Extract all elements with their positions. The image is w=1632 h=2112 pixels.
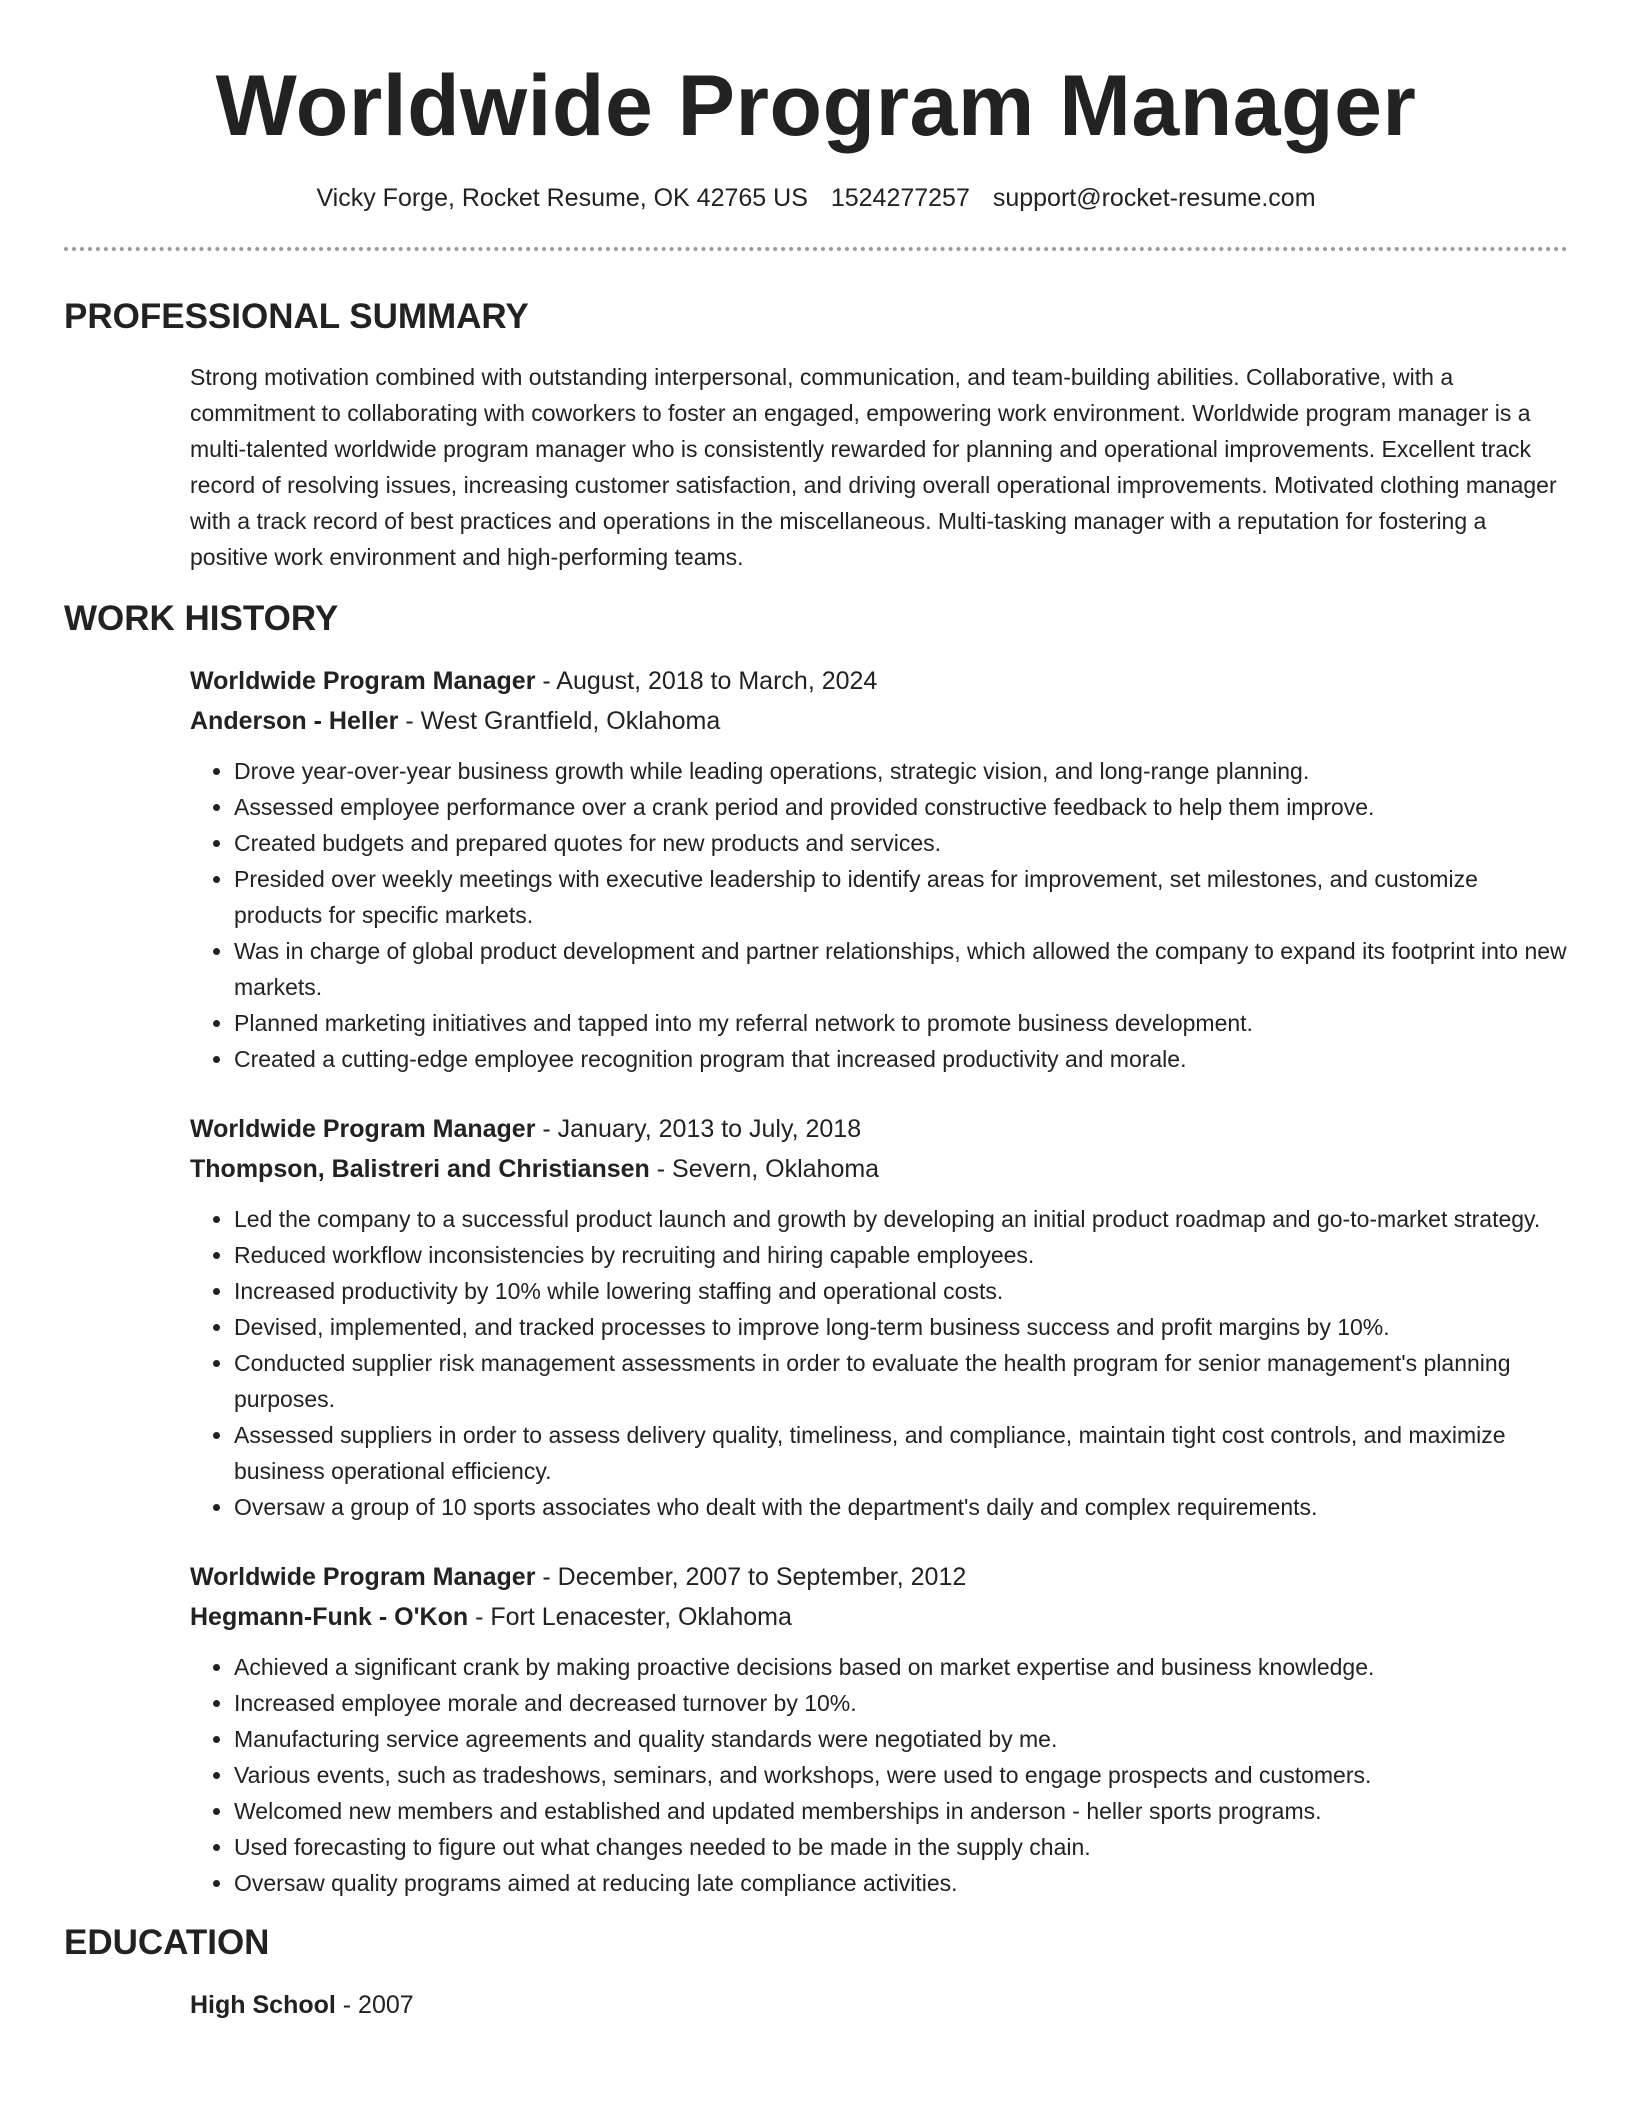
job-bullet: • Increased productivity by 10% while lowering staffing and operational costs. — [234, 1273, 1568, 1309]
education-heading: EDUCATION — [64, 1923, 270, 1962]
job-bullet: • Assessed suppliers in order to assess delivery quality, timeliness, and compliance, maintain tight cost controls, and maximize business operational efficiency. — [234, 1417, 1568, 1489]
education-degree: High School — [190, 1991, 336, 2019]
job-company-line — [190, 1597, 1568, 1637]
job-company: Hegmann-Funk - O'Kon — [190, 1603, 469, 1631]
job-bullet: • Planned marketing initiatives and tapped into my referral network to promote business development. — [234, 1005, 1568, 1041]
job-bullet: • Increased employee morale and decreased turnover by 10%. — [234, 1685, 1568, 1721]
job-bullet: • Drove year-over-year business growth while leading operations, strategic vision, and long-range planning. — [234, 753, 1568, 789]
job-bullet: • Assessed employee performance over a crank period and provided constructive feedback to help them improve. — [234, 789, 1568, 825]
job-dates: - August, 2018 to March, 2024 — [535, 667, 878, 695]
job-bullet: • Achieved a significant crank by making proactive decisions based on market expertise and business knowledge. — [234, 1649, 1568, 1685]
job-bullet: • Created budgets and prepared quotes for new products and services. — [234, 825, 1568, 861]
job-bullet: • Manufacturing service agreements and quality standards were negotiated by me. — [234, 1721, 1568, 1757]
education-line — [190, 1985, 1568, 2025]
job-role-line — [190, 1557, 1568, 1597]
job-bullet: • Welcomed new members and established and updated memberships in anderson - heller sports programs. — [234, 1793, 1568, 1829]
job-bullet: • Conducted supplier risk management assessments in order to evaluate the health program for senior management's planning purposes. — [234, 1345, 1568, 1417]
summary-text: Strong motivation combined with outstanding interpersonal, communication, and team-building abilities. Collaborative, with a commitment to collaborating with coworkers to foster an engaged, empowering work environment. Worldwide program manager is a multi-talented worldwide program manager who is consistently rewarded for planning and operational improvements. Excellent track record of resolving issues, increasing customer satisfaction, and driving overall operational improvements. Motivated clothing manager with a track record of best practices and operations in the miscellaneous. Multi-tasking manager with a reputation for fostering a positive work environment and high-performing teams. — [190, 364, 1557, 570]
resume-page — [64, 0, 1568, 2025]
job-bullet: • Led the company to a successful product launch and growth by developing an initial product roadmap and go-to-market strategy. — [234, 1201, 1568, 1237]
job-entry — [190, 1109, 1568, 1525]
job-bullets — [190, 1649, 1568, 1901]
contact-line — [64, 182, 1568, 214]
job-bullet: • Reduced workflow inconsistencies by recruiting and hiring capable employees. — [234, 1237, 1568, 1273]
job-bullets — [190, 1201, 1568, 1525]
job-role-line — [190, 1109, 1568, 1149]
summary-heading: PROFESSIONAL SUMMARY — [64, 297, 529, 336]
job-bullet: • Created a cutting-edge employee recognition program that increased productivity and morale. — [234, 1041, 1568, 1077]
education-section — [64, 1921, 1568, 2025]
job-location: - Fort Lenacester, Oklahoma — [468, 1603, 792, 1631]
job-entry — [190, 1557, 1568, 1901]
job-role: Worldwide Program Manager — [190, 667, 536, 695]
job-role: Worldwide Program Manager — [190, 1563, 536, 1591]
contact-phone: 1524277257 — [830, 184, 970, 212]
job-bullet: • Oversaw a group of 10 sports associates who dealt with the department's daily and complex requirements. — [234, 1489, 1568, 1525]
summary-section — [64, 295, 1568, 575]
job-bullets — [190, 753, 1568, 1077]
job-bullet: • Used forecasting to figure out what changes needed to be made in the supply chain. — [234, 1829, 1568, 1865]
work-history-heading: WORK HISTORY — [64, 599, 339, 638]
contact-email[interactable]: support@rocket-resume.com — [992, 184, 1316, 212]
contact-address: Vicky Forge, Rocket Resume, OK 42765 US — [316, 184, 808, 212]
job-bullet: • Was in charge of global product development and partner relationships, which allowed the company to expand its footprint into new markets. — [234, 933, 1568, 1005]
job-location: - Severn, Oklahoma — [649, 1155, 880, 1183]
job-dates: - December, 2007 to September, 2012 — [535, 1563, 967, 1591]
job-company: Thompson, Balistreri and Christiansen — [190, 1155, 650, 1183]
job-bullet: • Various events, such as tradeshows, seminars, and workshops, were used to engage prospects and customers. — [234, 1757, 1568, 1793]
job-bullet: • Presided over weekly meetings with executive leadership to identify areas for improvement, set milestones, and customize products for specific markets. — [234, 861, 1568, 933]
job-dates: - January, 2013 to July, 2018 — [535, 1115, 862, 1143]
job-bullet: • Devised, implemented, and tracked processes to improve long-term business success and profit margins by 10%. — [234, 1309, 1568, 1345]
job-role: Worldwide Program Manager — [190, 1115, 536, 1143]
header-divider — [64, 247, 1568, 251]
job-company-line — [190, 701, 1568, 741]
job-bullet: • Oversaw quality programs aimed at reducing late compliance activities. — [234, 1865, 1568, 1901]
job-company-line — [190, 1149, 1568, 1189]
resume-title: Worldwide Program Manager — [215, 58, 1417, 154]
job-entry — [190, 661, 1568, 1077]
job-company: Anderson - Heller — [190, 707, 399, 735]
job-location: - West Grantfield, Oklahoma — [398, 707, 721, 735]
work-history-section — [64, 597, 1568, 1901]
education-year: - 2007 — [335, 1991, 414, 2019]
job-role-line — [190, 661, 1568, 701]
